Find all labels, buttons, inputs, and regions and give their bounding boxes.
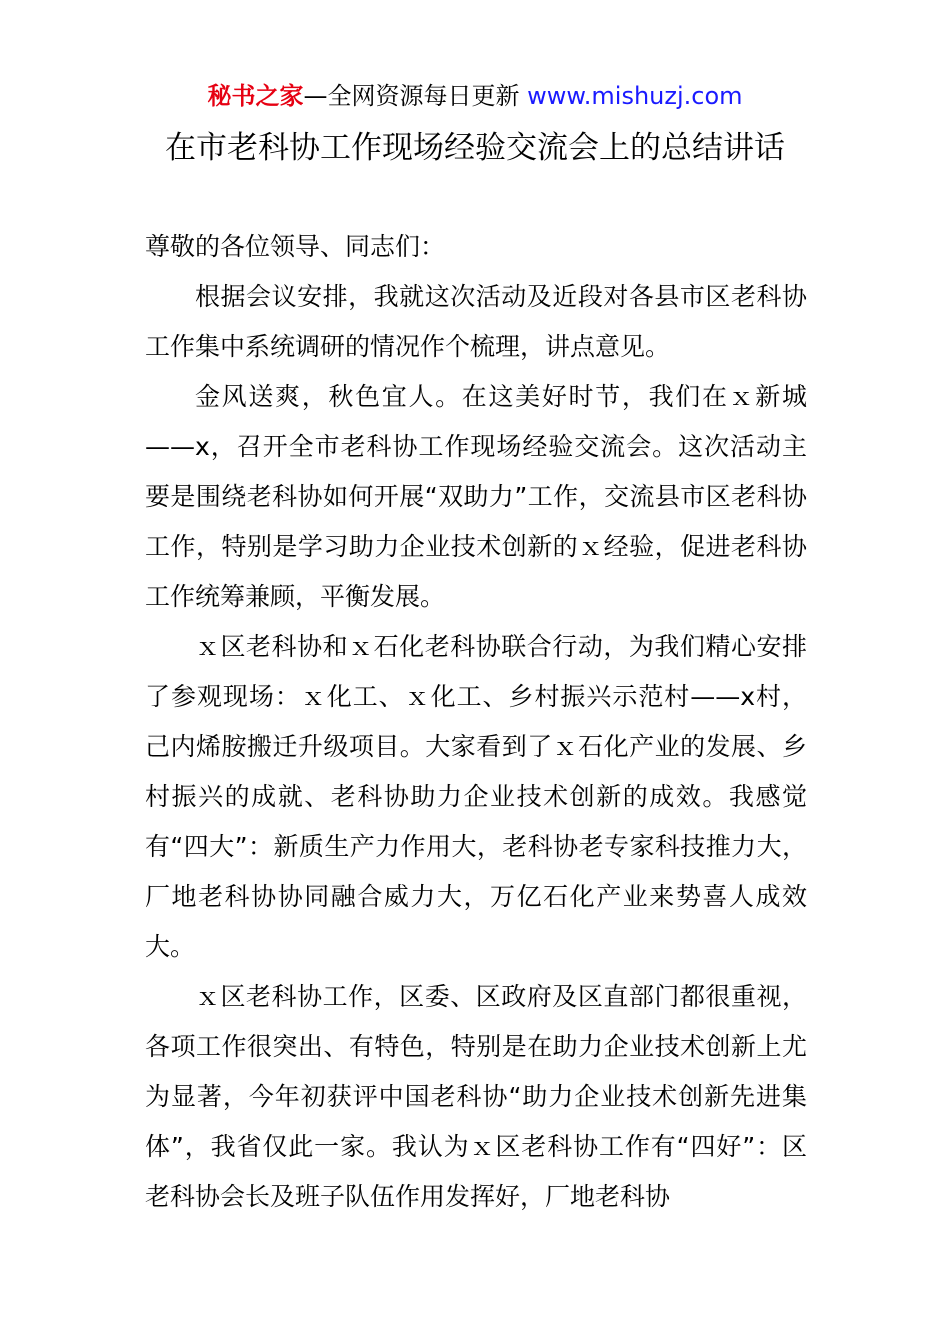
site-brand: 秘书之家 [207, 82, 304, 110]
paragraph: 根据会议安排，我就这次活动及近段对各县市区老科协工作集中系统调研的情况作个梳理，讲点意见。 [145, 282, 807, 361]
paragraph: 金风送爽，秋色宜人。在这美好时节，我们在ｘ新城——x，召开全市老科协工作现场经验交流会。这次活动主要是围绕老科协如何开展“双助力”工作，交流县市区老科协工作，特别是学习助力企业技术创新的ｘ经验，促进老科协工作统筹兼顾，平衡发展。 [145, 382, 807, 611]
site-url-link[interactable]: www.mishuzj.com [527, 82, 743, 110]
site-tagline: —全网资源每日更新 [303, 82, 520, 110]
salutation: 尊敬的各位领导、同志们： [145, 232, 446, 261]
paragraph: ｘ区老科协工作，区委、区政府及区直部门都很重视，各项工作很突出、有特色，特别是在助力企业技术创新上尤为显著，今年初获评中国老科协“助力企业技术创新先进集体”，我省仅此一家。我认为ｘ区老科协工作有“四好”：区老科协会长及班子队伍作用发挥好，厂地老科协 [145, 982, 807, 1211]
document-body [145, 222, 807, 1222]
paragraph: ｘ区老科协和ｘ石化老科协联合行动，为我们精心安排了参观现场：ｘ化工、ｘ化工、乡村振兴示范村——x村，己内烯胺搬迁升级项目。大家看到了ｘ石化产业的发展、乡村振兴的成就、老科协助力企业技术创新的成效。我感觉有“四大”：新质生产力作用大，老科协老专家科技推力大，厂地老科协协同融合威力大，万亿石化产业来势喜人成效大。 [145, 632, 807, 961]
document-title: 在市老科协工作现场经验交流会上的总结讲话 [165, 130, 785, 166]
site-header [0, 80, 950, 112]
